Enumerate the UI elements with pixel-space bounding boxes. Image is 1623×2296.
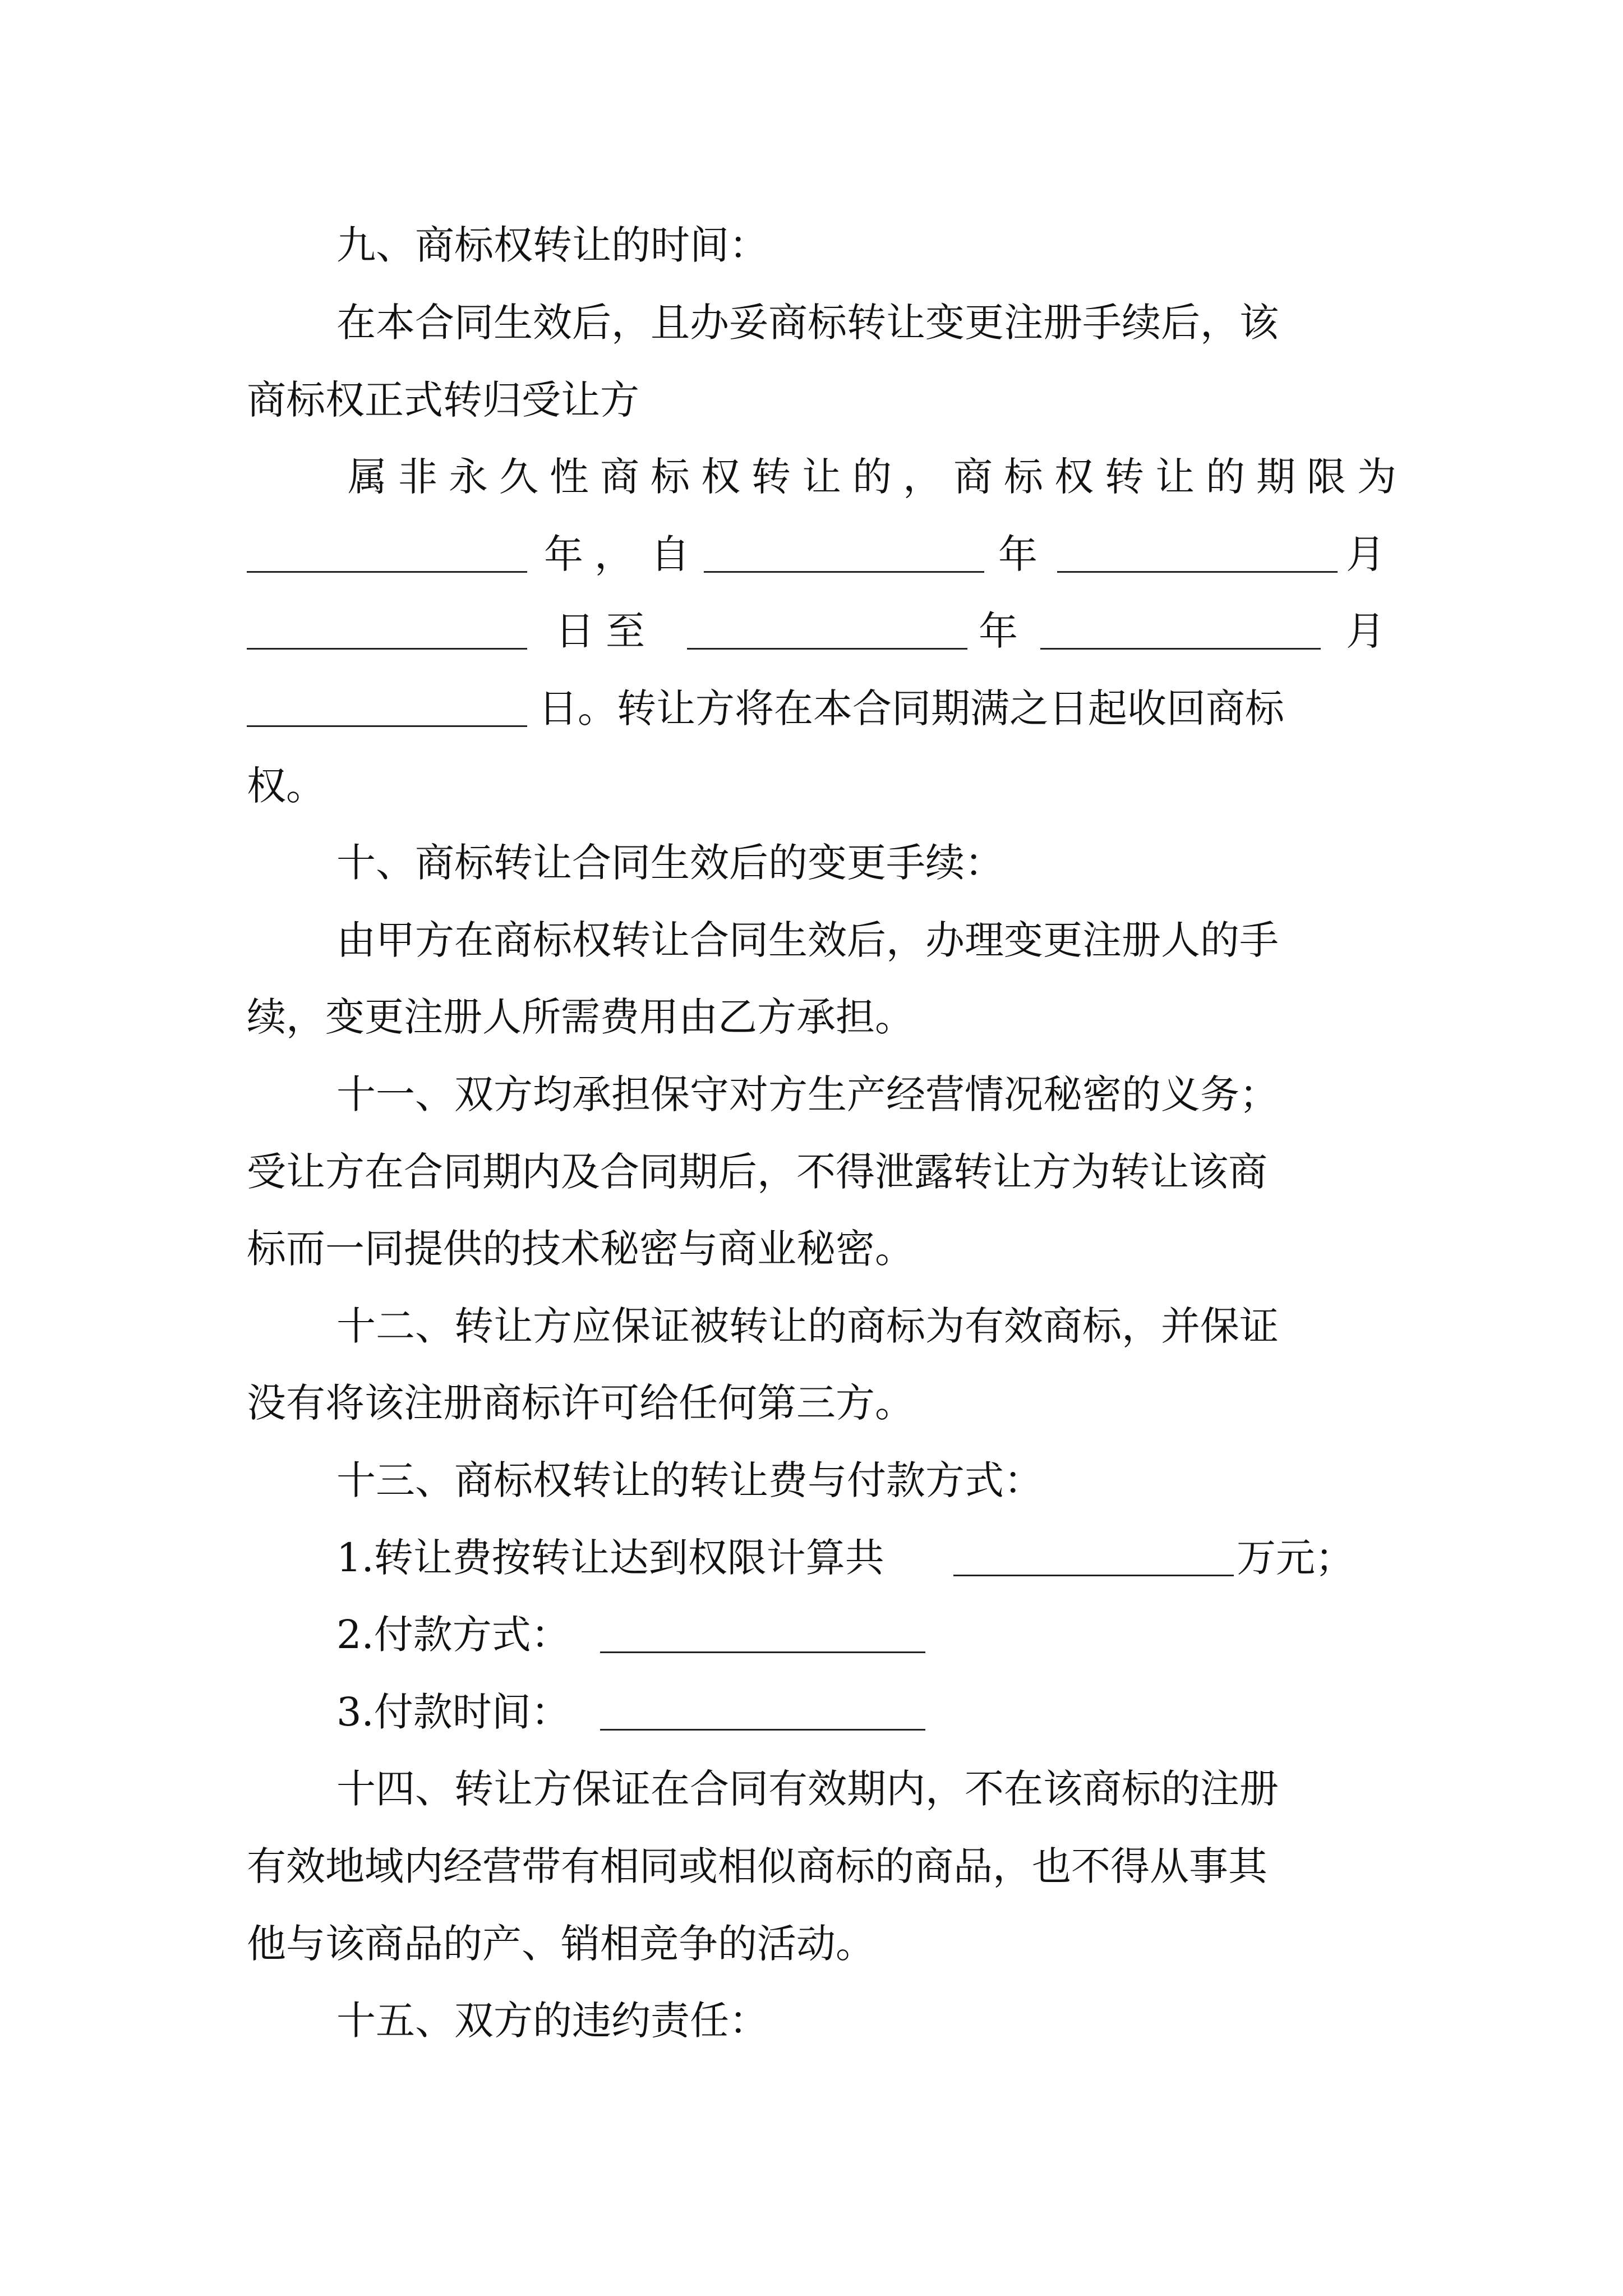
section-12-text2: 没有将该注册商标许可给任何第三方。 <box>247 1380 914 1426</box>
section-10-heading-line <box>0 823 1623 902</box>
section-10-para-line1 <box>0 901 1623 979</box>
section-12-line1 <box>0 1287 1623 1365</box>
start-day-blank[interactable] <box>247 648 527 650</box>
section-9-para2-last: 权。 <box>247 763 325 809</box>
section-13-item2-line <box>0 1595 1623 1674</box>
section-9-para1-text1: 在本合同生效后，且办妥商标转让变更注册手续后，该 <box>336 300 1279 346</box>
section-9-date-row2 <box>0 592 1623 670</box>
section-12-text1: 十二、转让方应保证被转让的商标为有效商标，并保证 <box>336 1303 1279 1349</box>
payment-method-blank[interactable] <box>600 1651 925 1653</box>
end-month-blank[interactable] <box>1040 648 1321 650</box>
section-9-para2-line1 <box>0 438 1623 516</box>
section-9-para2-tail: 日。转让方将在本合同期满之日起收回商标 <box>538 685 1284 731</box>
years-blank[interactable] <box>247 571 527 573</box>
word-nian-comma: 年， <box>544 531 645 577</box>
start-year-blank[interactable] <box>704 571 984 573</box>
section-14-line2 <box>0 1827 1623 1906</box>
start-month-blank[interactable] <box>1057 571 1338 573</box>
section-11-text1: 十一、双方均承担保守对方生产经营情况秘密的义务； <box>336 1071 1279 1117</box>
section-9-date-row1 <box>0 515 1623 593</box>
payment-time-blank[interactable] <box>600 1729 925 1731</box>
section-13-item3-label: 3.付款时间： <box>336 1689 570 1735</box>
section-9-para1-text2: 商标权正式转归受让方 <box>247 377 639 423</box>
section-11-line3 <box>0 1209 1623 1288</box>
transfer-fee-blank[interactable] <box>953 1575 1234 1576</box>
section-13-heading-line <box>0 1441 1623 1520</box>
section-9-heading-line <box>0 206 1623 284</box>
section-13-item3-line <box>0 1673 1623 1751</box>
section-12-line2 <box>0 1364 1623 1442</box>
section-13-item1-line <box>0 1519 1623 1597</box>
section-14-line1 <box>0 1750 1623 1828</box>
section-9-para1-line1 <box>0 283 1623 362</box>
section-15-heading: 十五、双方的违约责任： <box>336 1998 768 2044</box>
section-13-item2-label: 2.付款方式： <box>336 1612 570 1658</box>
section-13-item1-prefix: 1.转让费按转让达到权限计算共 <box>336 1535 884 1581</box>
section-9-para2-last-line <box>0 747 1623 825</box>
section-15-heading-line <box>0 1981 1623 2060</box>
word-nian-2: 年 <box>979 608 1018 654</box>
section-14-text1: 十四、转让方保证在合同有效期内，不在该商标的注册 <box>336 1766 1279 1812</box>
end-day-blank[interactable] <box>247 725 527 727</box>
end-year-blank[interactable] <box>687 648 967 650</box>
section-10-heading: 十、商标转让合同生效后的变更手续： <box>336 840 1004 886</box>
word-zi: 自 <box>651 531 690 577</box>
section-11-line2 <box>0 1133 1623 1211</box>
section-9-para2-text1: 属非永久性商标权转让的，商标权转让的期限为 <box>348 454 1408 500</box>
section-9-para1-line2 <box>0 361 1623 439</box>
section-10-para-line2 <box>0 978 1623 1056</box>
section-13-heading: 十三、商标权转让的转让费与付款方式： <box>336 1457 1043 1503</box>
section-13-item1-suffix: 万元； <box>1237 1535 1354 1581</box>
section-11-line1 <box>0 1055 1623 1134</box>
section-14-text3: 他与该商品的产、销相竞争的活动。 <box>247 1921 875 1967</box>
section-14-line3 <box>0 1904 1623 1983</box>
section-10-para-text1: 由甲方在商标权转让合同生效后，办理变更注册人的手 <box>336 917 1279 963</box>
word-ri-zhi: 日至 <box>555 608 656 654</box>
section-9-date-row3 <box>0 669 1623 748</box>
word-yue: 月 <box>1346 531 1385 577</box>
section-11-text3: 标而一同提供的技术秘密与商业秘密。 <box>247 1226 914 1272</box>
section-11-text2: 受让方在合同期内及合同期后，不得泄露转让方为转让该商 <box>247 1149 1267 1195</box>
section-10-para-text2: 续，变更注册人所需费用由乙方承担。 <box>247 994 914 1040</box>
section-14-text2: 有效地域内经营带有相同或相似商标的商品，也不得从事其 <box>247 1843 1267 1889</box>
word-nian: 年 <box>998 531 1038 577</box>
word-yue-2: 月 <box>1346 608 1385 654</box>
section-9-heading: 九、商标权转让的时间： <box>336 222 768 268</box>
